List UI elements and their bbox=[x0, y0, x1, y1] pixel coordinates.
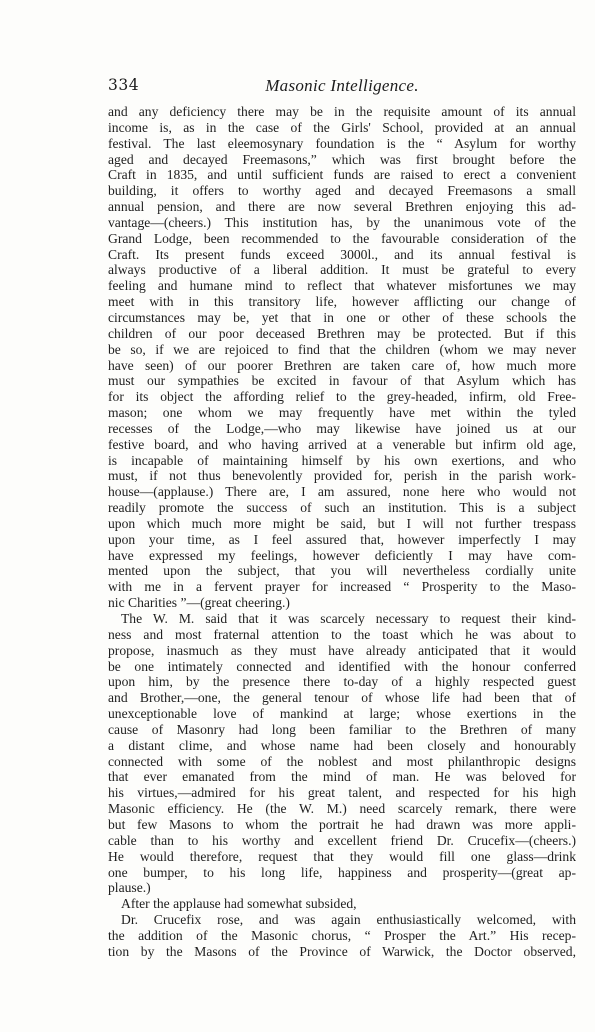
text-line: The W. M. said that it was scarcely necessary to request their kind- bbox=[121, 611, 576, 626]
text-line: cause of Masonry had long been familiar to the Brethren of many bbox=[108, 721, 576, 737]
text-line: must our sympathies be excited in favour of that Asylum which has bbox=[108, 373, 576, 389]
text-line: feeling and humane mind to reflect that whatever misfortunes we may bbox=[108, 278, 576, 294]
text-line: Dr. Crucefix rose, and was again enthusiastically welcomed, with bbox=[121, 912, 576, 928]
text-line: building, it offers to worthy aged and decayed Freemasons a small bbox=[108, 183, 576, 199]
text-line: nic Charities ”—(great cheering.) bbox=[108, 595, 290, 611]
text-line: upon him, by the presence there to-day of a highly respected guest bbox=[108, 674, 576, 690]
text-line: for its object the affording relief to the grey-headed, infirm, old Free- bbox=[108, 389, 576, 405]
text-line: circumstances may be, yet that in one or other of these schools the bbox=[108, 309, 576, 325]
text-line: is incapable of maintaining himself by his own exertions, and who bbox=[108, 452, 576, 468]
text-line: but few Masons to whom the portrait he had drawn was more appli- bbox=[108, 816, 576, 832]
text-line: one bumper, to his long life, happiness and prosperity—(great ap- bbox=[108, 864, 576, 880]
text-line: always productive of a liberal addition. It must be grateful to every bbox=[108, 262, 576, 278]
text-line: Masonic efficiency. He (the W. M.) need scarcely remark, there were bbox=[108, 801, 576, 817]
text-line: readily promote the success of such an institution. This is a subject bbox=[108, 500, 576, 516]
text-line: that ever emanated from the mind of man. He was beloved for bbox=[108, 769, 576, 785]
text-line: connected with some of the noblest and most philanthropic designs bbox=[108, 753, 576, 769]
text-line: Craft in 1835, and until sufficient funds are raised to erect a convenient bbox=[108, 167, 576, 183]
text-line: be one intimately connected and identified with the honour conferred bbox=[108, 658, 576, 674]
text-line: must, if not thus benevolently provided for, perish in the parish work- bbox=[108, 468, 576, 484]
text-line: annual pension, and there are now several Brethren enjoying this ad- bbox=[108, 199, 576, 215]
text-line: plause.) bbox=[108, 880, 151, 896]
text-line: Grand Lodge, been recommended to the favourable consideration of the bbox=[108, 230, 576, 246]
text-line: vantage—(cheers.) This institution has, by the unanimous vote of the bbox=[108, 214, 576, 230]
text-line: upon which much more might be said, but I will not further trespass bbox=[108, 515, 576, 531]
text-line: a distant clime, and whose name had been closely and honourably bbox=[108, 737, 576, 753]
text-line: upon your time, as I feel assured that, however imperfectly I may bbox=[108, 531, 576, 547]
text-line: cable than to his worthy and excellent friend Dr. Crucefix—(cheers.) bbox=[108, 832, 576, 848]
text-line: unexceptionable love of mankind at large; whose exertions in the bbox=[108, 706, 576, 722]
text-line: recesses of the Lodge,—who may likewise have joined us at our bbox=[108, 420, 576, 436]
text-line: have expressed my feelings, however deficiently I may have com- bbox=[108, 547, 576, 563]
text-line: income is, as in the case of the Girls' School, provided at an annual bbox=[108, 119, 576, 135]
text-line: mason; one whom we may frequently have met within the tyled bbox=[108, 405, 576, 421]
text-line: mented upon the subject, that you will nevertheless cordially unite bbox=[108, 563, 576, 579]
text-line: with me in a fervent prayer for increased “ Prosperity to the Maso- bbox=[108, 579, 576, 595]
text-line: be so, if we are rejoiced to find that the children (whom we may never bbox=[108, 341, 576, 357]
text-line: children of our poor deceased Brethren may be protected. But if this bbox=[108, 325, 576, 341]
text-line: He would therefore, request that they would fill one glass—drink bbox=[108, 848, 576, 864]
text-line: festive board, and who having arrived at a venerable but infirm old age, bbox=[108, 436, 576, 452]
page-header bbox=[108, 76, 576, 98]
text-line: Craft. Its present funds exceed 3000l., and its annual festival is bbox=[108, 246, 576, 262]
page-number: 334 bbox=[108, 76, 140, 94]
text-line: aged and decayed Freemasons,” which was first brought before the bbox=[108, 151, 576, 167]
body-text bbox=[108, 104, 576, 960]
text-line: After the applause had somewhat subsided, bbox=[121, 896, 357, 912]
text-line: the addition of the Masonic chorus, “ Prosper the Art.” His recep- bbox=[108, 927, 576, 943]
text-line: and any deficiency there may be in the requisite amount of its annual bbox=[108, 104, 576, 119]
text-line: ness and most fraternal attention to the toast which he was about to bbox=[108, 626, 576, 642]
text-line: house—(applause.) There are, I am assured, none here who would not bbox=[108, 484, 576, 500]
text-line: meet with in this transitory life, however afflicting our change of bbox=[108, 294, 576, 310]
text-line: have seen) of our poorer Brethren are taken care of, how much more bbox=[108, 357, 576, 373]
text-line: propose, inasmuch as they must have already anticipated that it would bbox=[108, 642, 576, 658]
text-line: tion by the Masons of the Province of Warwick, the Doctor observed, bbox=[108, 943, 576, 959]
text-line: festival. The last eleemosynary foundation is the “ Asylum for worthy bbox=[108, 135, 576, 151]
running-title: Masonic Intelligence. bbox=[265, 76, 419, 95]
text-line: his virtues,—admired for his great talent, and respected for his high bbox=[108, 785, 576, 801]
text-line: and Brother,—one, the general tenour of whose life had been that of bbox=[108, 690, 576, 706]
